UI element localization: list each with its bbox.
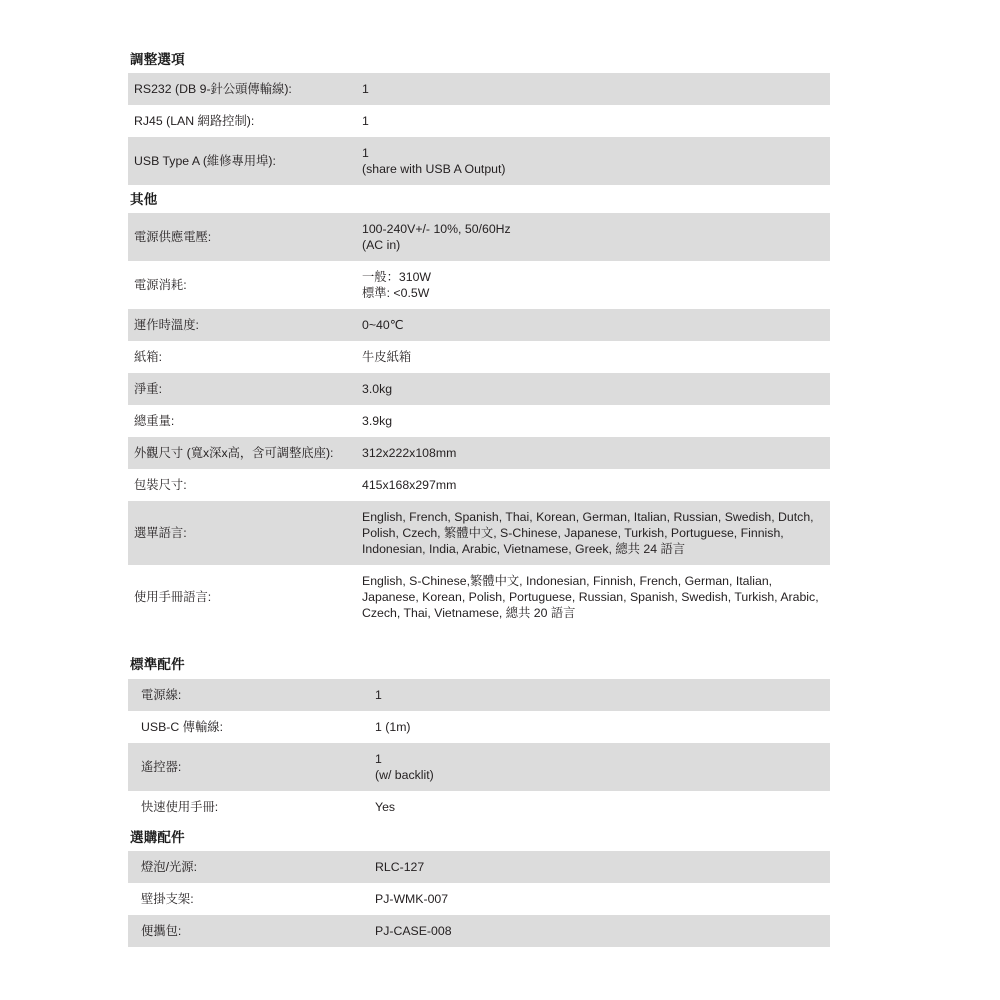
table-row	[128, 73, 830, 105]
row-value	[362, 405, 830, 437]
row-label: 遙控器:	[141, 759, 182, 774]
row-value-line: 1	[375, 751, 382, 766]
table-row	[128, 341, 830, 373]
section-spacer	[128, 823, 830, 830]
row-label: 燈泡/光源:	[141, 859, 198, 874]
row-label: USB Type A (維修專用埠):	[134, 154, 276, 169]
row-value	[362, 437, 830, 469]
row-label: 紙箱:	[134, 350, 163, 365]
table-row	[128, 711, 830, 743]
row-label: 運作時溫度:	[134, 318, 199, 333]
row-value	[362, 469, 830, 501]
row-value-line: 1	[362, 146, 369, 161]
table-row	[128, 137, 830, 185]
table-row	[128, 309, 830, 341]
row-value-line: 0~40℃	[362, 318, 404, 333]
spec-table-control-options	[128, 73, 830, 185]
spec-table-optional-accessories	[128, 851, 830, 947]
row-value-line: 100-240V+/- 10%, 50/60Hz	[362, 222, 511, 237]
row-label: 電源線:	[141, 687, 182, 702]
row-label: 便攜包:	[141, 923, 182, 938]
section-heading-others: 其他	[130, 192, 158, 208]
table-row	[128, 915, 830, 947]
row-value	[362, 73, 830, 105]
row-value	[362, 565, 830, 629]
row-value-line: (w/ backlit)	[375, 767, 434, 782]
row-value	[375, 851, 830, 883]
table-row	[128, 373, 830, 405]
table-row	[128, 883, 830, 915]
table-row	[128, 213, 830, 261]
row-value-line: Yes	[375, 799, 396, 814]
row-value-line: 415x168x297mm	[362, 478, 457, 493]
spec-table-others	[128, 213, 830, 629]
row-label: 選單語言:	[134, 526, 187, 541]
table-row	[128, 791, 830, 823]
row-label: 總重量:	[134, 414, 175, 429]
row-label: 使用手冊語言:	[134, 590, 212, 605]
section-heading-standard-accessories: 標準配件	[130, 657, 185, 673]
row-value-line: 1	[375, 687, 382, 702]
section-spacer	[128, 629, 830, 657]
row-label: 快速使用手冊:	[141, 799, 219, 814]
row-value	[362, 213, 830, 261]
row-value	[375, 711, 830, 743]
row-value-line: 3.9kg	[362, 414, 393, 429]
row-value-line: English, S-Chinese,繁體中文, Indonesian, Finnish, French, German, Italian, Japanese, Korean, Polish, Portuguese, Russian, Spanish, Swedish, Turkish, Arabic, Czech, Thai, Vietnamese, 總共 20 語言	[362, 574, 819, 621]
row-label: 電源供應電壓:	[134, 230, 212, 245]
row-value	[362, 501, 830, 565]
table-row	[128, 679, 830, 711]
row-value	[362, 105, 830, 137]
spec-sheet-content	[128, 52, 830, 947]
row-value-line: 3.0kg	[362, 382, 393, 397]
table-row	[128, 261, 830, 309]
row-value	[375, 743, 830, 791]
table-row	[128, 405, 830, 437]
row-label: 壁掛支架:	[141, 891, 194, 906]
row-value	[375, 679, 830, 711]
row-value	[362, 261, 830, 309]
table-row	[128, 105, 830, 137]
row-value	[375, 915, 830, 947]
row-value	[362, 373, 830, 405]
row-value	[362, 309, 830, 341]
table-row	[128, 437, 830, 469]
table-row	[128, 565, 830, 629]
row-label: USB-C 傳輸線:	[141, 719, 223, 734]
row-label: 電源消耗:	[134, 278, 187, 293]
table-row	[128, 851, 830, 883]
row-value-line: 1	[362, 82, 369, 97]
row-value-line: PJ-WMK-007	[375, 891, 449, 906]
row-value-line: (share with USB A Output)	[362, 162, 506, 177]
row-label: 淨重:	[134, 382, 163, 397]
spec-table-standard-accessories	[128, 679, 830, 823]
row-value	[362, 137, 830, 185]
row-value-line: 標準: <0.5W	[362, 286, 430, 301]
row-value-line: 312x222x108mm	[362, 446, 457, 461]
row-value-line: 1 (1m)	[375, 719, 411, 734]
row-label: 包裝尺寸:	[134, 478, 187, 493]
row-value	[375, 791, 830, 823]
row-label: RS232 (DB 9-針公頭傳輸線):	[134, 82, 292, 97]
row-value-line: 牛皮紙箱	[362, 350, 412, 365]
row-value-line: RLC-127	[375, 859, 425, 874]
section-spacer	[128, 185, 830, 192]
section-heading-control-options: 調整選項	[130, 52, 185, 67]
row-value-line: (AC in)	[362, 238, 401, 253]
row-value-line: 一般：310W	[362, 270, 432, 285]
row-label: 外觀尺寸 (寬x深x高，含可調整底座):	[134, 446, 334, 461]
row-value	[362, 341, 830, 373]
table-row	[128, 743, 830, 791]
table-row	[128, 501, 830, 565]
row-value-line: PJ-CASE-008	[375, 923, 452, 938]
row-value-line: 1	[362, 114, 369, 129]
row-value-line: English, French, Spanish, Thai, Korean, German, Italian, Russian, Swedish, Dutch, Polish, Czech, 繁體中文, S-Chinese, Japanese, Turkish, Portuguese, Finnish, Indonesian, India, Arabic, Vietnamese, Greek, 總共 24 語言	[362, 510, 814, 557]
table-row	[128, 469, 830, 501]
section-heading-optional-accessories: 選購配件	[130, 829, 185, 845]
row-label: RJ45 (LAN 網路控制):	[134, 114, 255, 129]
row-value	[375, 883, 830, 915]
